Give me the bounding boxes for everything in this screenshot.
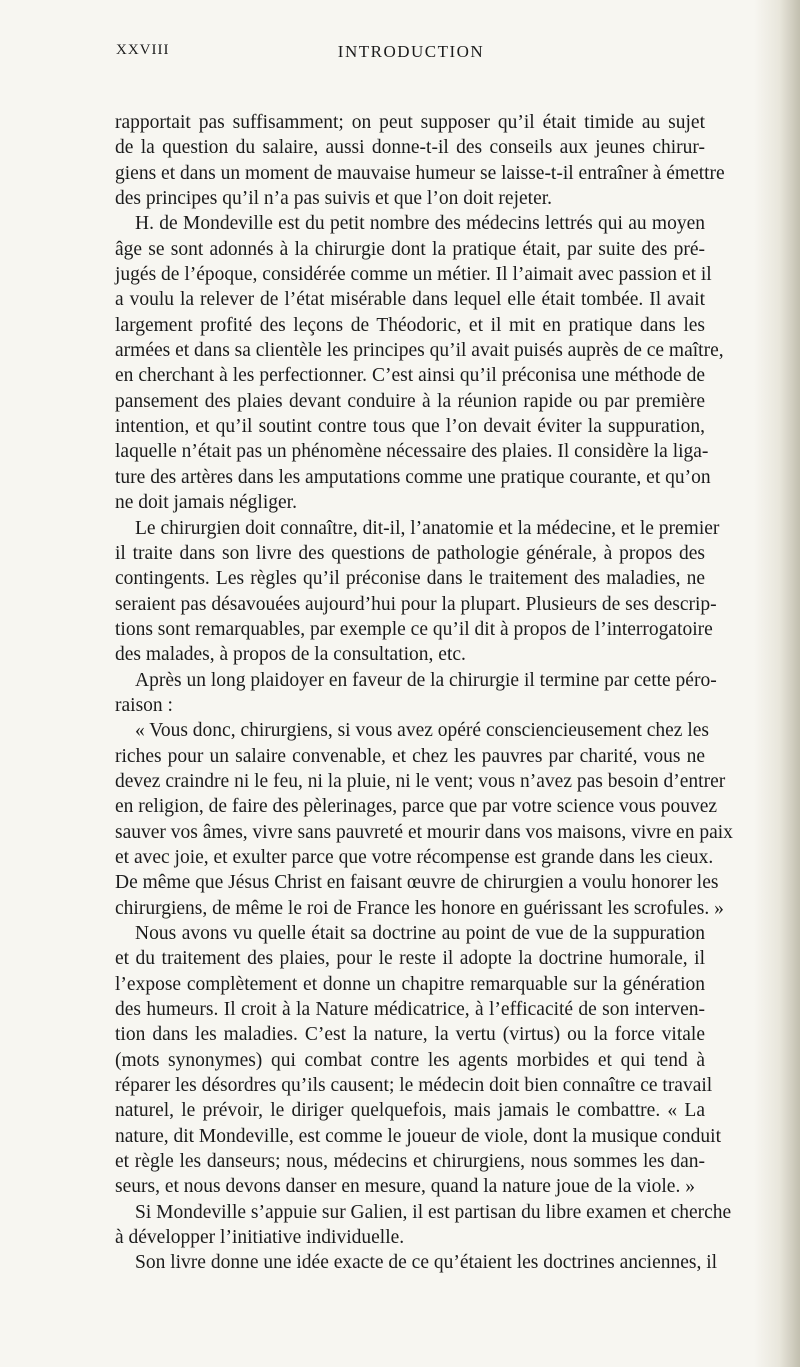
text-line: devez craindre ni le feu, ni la pluie, ni le vent; vous n’avez pas besoin d’entrer	[115, 770, 726, 792]
page-number: XXVIII	[116, 42, 170, 58]
text-line: en religion, de faire des pèlerinages, parce que par votre science vous pouvez	[115, 796, 718, 818]
text-line: nature, dit Mondeville, est comme le joueur de viole, dont la musique conduit	[115, 1125, 721, 1147]
text-line: largement profité des leçons de Théodoric, et il mit en pratique dans les	[115, 314, 705, 336]
text-line: sauver vos âmes, vivre sans pauvreté et mourir dans vos maisons, vivre en paix	[115, 821, 733, 843]
text-line: Nous avons vu quelle était sa doctrine au point de vue de la suppuration	[135, 923, 705, 944]
text-line: contingents. Les règles qu’il préconise dans le traitement des maladies, ne	[115, 568, 705, 590]
text-line: Le chirurgien doit connaître, dit-il, l’anatomie et la médecine, et le premier	[135, 517, 720, 539]
text-line: des humeurs. Il croit à la Nature médicatrice, à l’efficacité de son interven-	[115, 999, 705, 1021]
text-line: à développer l’initiative individuelle.	[115, 1227, 405, 1249]
text-line: a voulu la relever de l’état misérable dans lequel elle était tombée. Il avait	[115, 289, 705, 311]
text-line: Son livre donne une idée exacte de ce qu’étaient les doctrines anciennes, il	[135, 1252, 718, 1274]
text-line: Si Mondeville s’appuie sur Galien, il est partisan du libre examen et cherche	[135, 1201, 732, 1223]
text-line: ture des artères dans les amputations comme une pratique courante, et qu’on	[115, 466, 711, 488]
page-header	[116, 42, 706, 66]
text-line: et avec joie, et exulter parce que votre récompense est grande dans les cieux.	[115, 846, 714, 868]
text-line: âge se sont adonnés à la chirurgie dont la pratique était, par suite des pré-	[115, 238, 705, 260]
text-line: raison :	[115, 694, 173, 716]
text-line: réparer les désordres qu’ils causent; le médecin doit bien connaître ce travail	[115, 1075, 713, 1097]
text-line: jugés de l’époque, considérée comme un métier. Il l’aimait avec passion et il	[115, 264, 712, 286]
text-line: riches pour un salaire convenable, et chez les pauvres par charité, vous ne	[115, 745, 705, 767]
text-line: des malades, à propos de la consultation, etc.	[115, 644, 466, 666]
text-line: tion dans les maladies. C’est la nature, la vertu (virtus) ou la force vitale	[115, 1024, 705, 1046]
text-line: giens et dans un moment de mauvaise humeur se laisse-t-il entraîner à émettre	[115, 162, 725, 184]
text-line: armées et dans sa clientèle les principes qu’il avait puisés auprès de ce maître,	[115, 340, 724, 362]
text-line: ne doit jamais négliger.	[115, 492, 297, 514]
text-line: et du traitement des plaies, pour le reste il adopte la doctrine humorale, il	[115, 948, 705, 970]
text-line: chirurgiens, de même le roi de France les honore en guérissant les scrofules. »	[115, 897, 724, 919]
text-line: et règle les danseurs; nous, médecins et chirurgiens, nous sommes les dan-	[115, 1151, 705, 1173]
page-edge-shadow	[754, 0, 800, 1367]
text-line: de la question du salaire, aussi donne-t-il des conseils aux jeunes chirur-	[115, 137, 705, 159]
text-line: seurs, et nous devons danser en mesure, quand la nature joue de la viole. »	[115, 1176, 695, 1198]
text-line: Après un long plaidoyer en faveur de la chirurgie il termine par cette péro-	[135, 669, 717, 691]
text-line: (mots synonymes) qui combat contre les agents morbides et qui tend à	[115, 1049, 705, 1071]
text-line: pansement des plaies devant conduire à la réunion rapide ou par première	[115, 390, 705, 412]
text-line: tions sont remarquables, par exemple ce qu’il dit à propos de l’interrogatoire	[115, 618, 713, 640]
text-line: des principes qu’il n’a pas suivis et que l’on doit rejeter.	[115, 188, 553, 210]
text-line: seraient pas désavouées aujourd’hui pour la plupart. Plusieurs de ses descrip-	[115, 593, 717, 615]
text-line: H. de Mondeville est du petit nombre des médecins lettrés qui au moyen	[135, 213, 705, 235]
body-text	[115, 110, 733, 1276]
running-title: INTRODUCTION	[337, 42, 485, 61]
text-line: rapportait pas suffisamment; on peut supposer qu’il était timide au sujet	[115, 112, 705, 133]
text-line: l’expose complètement et donne un chapitre remarquable sur la génération	[115, 973, 705, 995]
text-line: en cherchant à les perfectionner. C’est ainsi qu’il préconisa une méthode de	[115, 365, 705, 387]
text-line: intention, et qu’il soutint contre tous que l’on devait éviter la suppuration,	[115, 416, 705, 438]
text-line: De même que Jésus Christ en faisant œuvre de chirurgien a voulu honorer les	[115, 872, 719, 894]
text-line: laquelle n’était pas un phénomène nécessaire des plaies. Il considère la liga-	[115, 441, 709, 463]
text-line: « Vous donc, chirurgiens, si vous avez opéré consciencieusement chez les	[135, 720, 710, 742]
text-line: il traite dans son livre des questions de pathologie générale, à propos des	[115, 542, 705, 564]
text-line: naturel, le prévoir, le diriger quelquefois, mais jamais le combattre. « La	[115, 1100, 705, 1122]
